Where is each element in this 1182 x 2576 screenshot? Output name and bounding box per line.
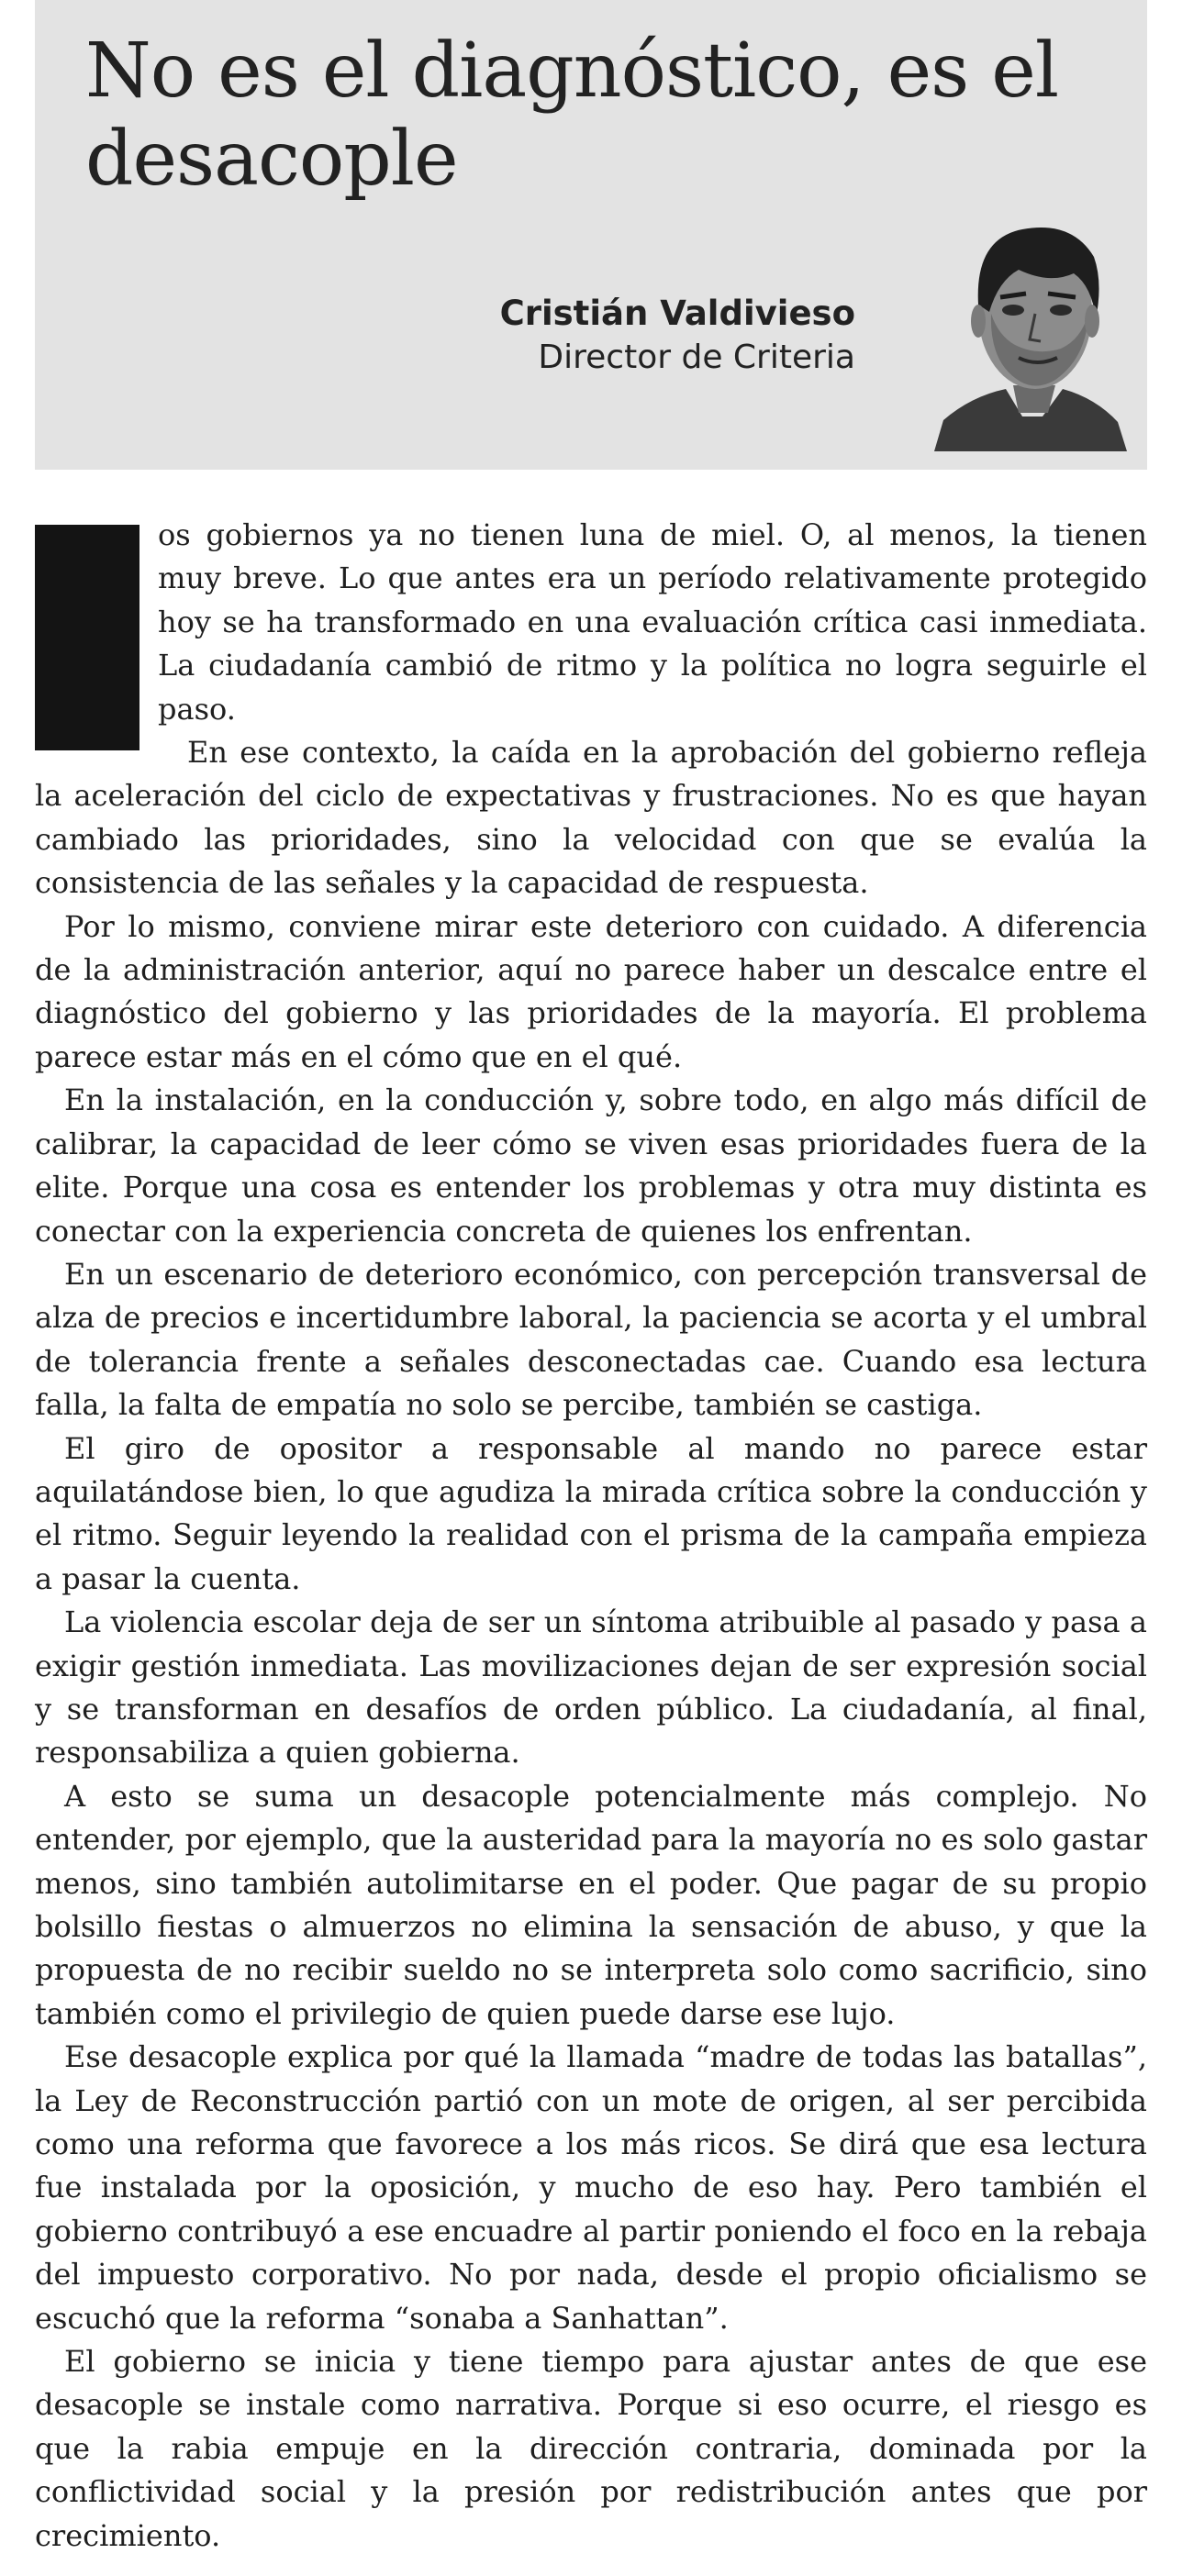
first-paragraph-text: os gobiernos ya no tienen luna de miel. O, al menos, la tienen muy breve. Lo que antes era un período relativamente protegido hoy se ha transformado en una evaluación crítica casi inmediata. La ciudadanía cambió de ritmo y la política no logra seguirle el paso.: [158, 517, 1147, 727]
paragraph: En la instalación, en la conducción y, sobre todo, en algo más difícil de calibrar, la capacidad de leer cómo se viven esas prioridades fuera de la elite. Porque una cosa es entender los problemas y otra muy distinta es conectar con la experiencia concreta de quienes los enfrentan.: [35, 1083, 1147, 1249]
paragraph: A esto se suma un desacople potencialmente más complejo. No entender, por ejemplo, que la austeridad para la mayoría no es solo gastar menos, sino también autolimitarse en el poder. Que pagar de su propio bolsillo fiestas o almuerzos no elimina la sensación de abuso, y que la propuesta de no recibir sueldo no se interpreta solo como sacrificio, sino también como el privilegio de quien puede darse ese lujo.: [35, 1778, 1147, 2031]
dropcap-block: [35, 525, 139, 750]
paragraph: En ese contexto, la caída en la aprobación del gobierno refleja la aceleración del ciclo de expectativas y frustraciones. No es que hayan cambiado las prioridades, sino la velocidad con que se evalúa la consistencia de las señales y la capacidad de respuesta.: [35, 735, 1147, 901]
author-name: Cristián Valdivieso: [499, 294, 855, 333]
paragraph: En un escenario de deterioro económico, con percepción transversal de alza de precios e incertidumbre laboral, la paciencia se acorta y el umbral de tolerancia frente a señales desconectadas cae. Cuando esa lectura falla, la falta de empatía no solo se percibe, también se castiga.: [35, 1256, 1147, 1423]
article-body: [35, 514, 1147, 2558]
paragraph: La violencia escolar deja de ser un síntoma atribuible al pasado y pasa a exigir gestión inmediata. Las movilizaciones dejan de ser expresión social y se transforman en desafíos de orden público. La ciudadanía, al final, responsabiliza a quien gobierna.: [35, 1604, 1147, 1771]
dropcap-letter: [35, 525, 36, 526]
article-title: No es el diagnóstico, es el desacople: [85, 28, 1059, 203]
paragraph: El giro de opositor a responsable al mando no parece estar aquilatándose bien, lo que agudiza la mirada crítica sobre la conducción y el ritmo. Seguir leyendo la realidad con el prisma de la campaña empieza a pasar la cuenta.: [35, 1430, 1147, 1596]
paragraph: El gobierno se inicia y tiene tiempo para ajustar antes de que ese desacople se instale como narrativa. Porque si eso ocurre, el riesgo es que la rabia empuje en la dirección contraria, dominada por la conflictividad social y la presión por redistribución antes que por crecimiento.: [35, 2344, 1147, 2553]
byline: [500, 292, 855, 380]
author-portrait: [934, 202, 1127, 451]
author-role: Director de Criteria: [538, 339, 855, 376]
first-paragraph: [35, 514, 1147, 731]
paragraph: Por lo mismo, conviene mirar este deterioro con cuidado. A diferencia de la administración anterior, aquí no parece haber un descalce entre el diagnóstico del gobierno y las prioridades de la mayoría. El problema parece estar más en el cómo que en el qué.: [35, 908, 1147, 1074]
paragraph: Ese desacople explica por qué la llamada “madre de todas las batallas”, la Ley de Reconstrucción partió con un mote de origen, al ser percibida como una reforma que favorece a los más ricos. Se dirá que esa lectura fue instalada por la oposición, y mucho de eso hay. Pero también el gobierno contribuyó a ese encuadre al partir poniendo el foco en la rebaja del impuesto corporativo. No por nada, desde el propio oficialismo se escuchó que la reforma “sonaba a Sanhattan”.: [35, 2039, 1147, 2336]
article-header: [35, 0, 1147, 470]
